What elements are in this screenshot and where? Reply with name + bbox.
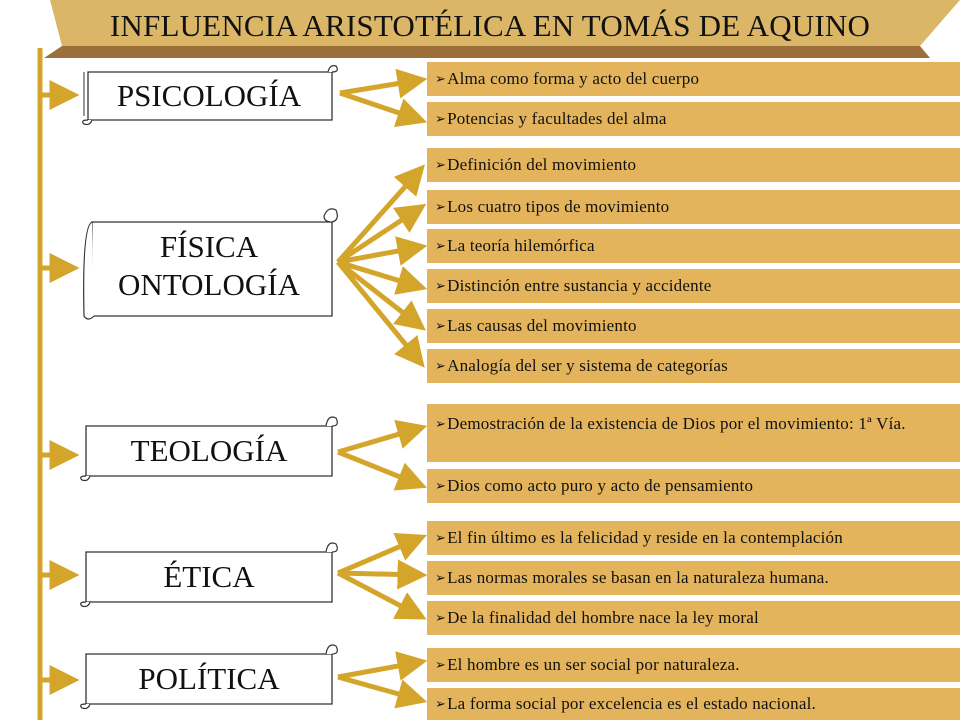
fan-arrow: [340, 93, 420, 120]
fan-arrow: [338, 452, 420, 485]
scroll-politica: [78, 642, 340, 708]
arrowhead-bullet-icon: ➢: [435, 318, 447, 333]
list-item: ➢Definición del movimiento: [427, 148, 960, 182]
scroll-teologia: [78, 414, 340, 480]
arrowhead-bullet-icon: ➢: [435, 478, 447, 493]
list-item: ➢Las causas del movimiento: [427, 309, 960, 343]
list-item: ➢Dios como acto puro y acto de pensamiento: [427, 469, 960, 503]
section-label: PSICOLOGÍA: [116, 78, 302, 113]
fan-arrow: [338, 538, 420, 573]
section-label-line-2: ONTOLOGÍA: [118, 267, 300, 302]
list-item: ➢Distinción entre sustancia y accidente: [427, 269, 960, 303]
list-item: ➢Demostración de la existencia de Dios por el movimiento: 1ª Vía.: [427, 404, 960, 462]
arrowhead-bullet-icon: ➢: [435, 278, 447, 293]
list-item: ➢Los cuatro tipos de movimiento: [427, 190, 960, 224]
list-item: ➢El hombre es un ser social por naturaleza.: [427, 648, 960, 682]
scroll-fisica-ontologia: [78, 206, 340, 322]
scroll-psicologia: [78, 64, 340, 124]
list-item: ➢La forma social por excelencia es el estado nacional.: [427, 688, 960, 720]
list-item: ➢Las normas morales se basan en la naturaleza humana.: [427, 561, 960, 595]
arrowhead-bullet-icon: ➢: [435, 199, 447, 214]
section-label: TEOLOGÍA: [130, 433, 288, 468]
fan-arrow: [338, 662, 420, 677]
arrowhead-bullet-icon: ➢: [435, 157, 447, 172]
fan-arrow: [338, 262, 420, 326]
section-label: POLÍTICA: [138, 661, 280, 696]
arrowhead-bullet-icon: ➢: [435, 238, 447, 253]
fan-arrow: [338, 573, 420, 616]
list-item: ➢La teoría hilemórfica: [427, 229, 960, 263]
arrowhead-bullet-icon: ➢: [435, 71, 447, 86]
arrowhead-bullet-icon: ➢: [435, 358, 447, 373]
fan-arrow: [338, 428, 420, 452]
fan-arrow: [338, 677, 420, 700]
list-item: ➢Analogía del ser y sistema de categorías: [427, 349, 960, 383]
list-item: ➢Alma como forma y acto del cuerpo: [427, 62, 960, 96]
arrowhead-bullet-icon: ➢: [435, 696, 447, 711]
page-title: INFLUENCIA ARISTOTÉLICA EN TOMÁS DE AQUINO: [109, 8, 871, 43]
arrowhead-bullet-icon: ➢: [435, 111, 447, 126]
section-label-line-1: FÍSICA: [159, 229, 259, 264]
scroll-etica: [78, 540, 340, 606]
fan-arrow: [338, 573, 420, 575]
list-item: ➢De la finalidad del hombre nace la ley moral: [427, 601, 960, 635]
arrowhead-bullet-icon: ➢: [435, 657, 447, 672]
arrowhead-bullet-icon: ➢: [435, 530, 447, 545]
arrowhead-bullet-icon: ➢: [435, 610, 447, 625]
arrowhead-bullet-icon: ➢: [435, 570, 447, 585]
list-item: ➢El fin último es la felicidad y reside en la contemplación: [427, 521, 960, 555]
arrowhead-bullet-icon: ➢: [435, 416, 447, 431]
section-label: ÉTICA: [163, 559, 255, 594]
fan-arrow: [340, 80, 420, 93]
list-item: ➢Potencias y facultades del alma: [427, 102, 960, 136]
